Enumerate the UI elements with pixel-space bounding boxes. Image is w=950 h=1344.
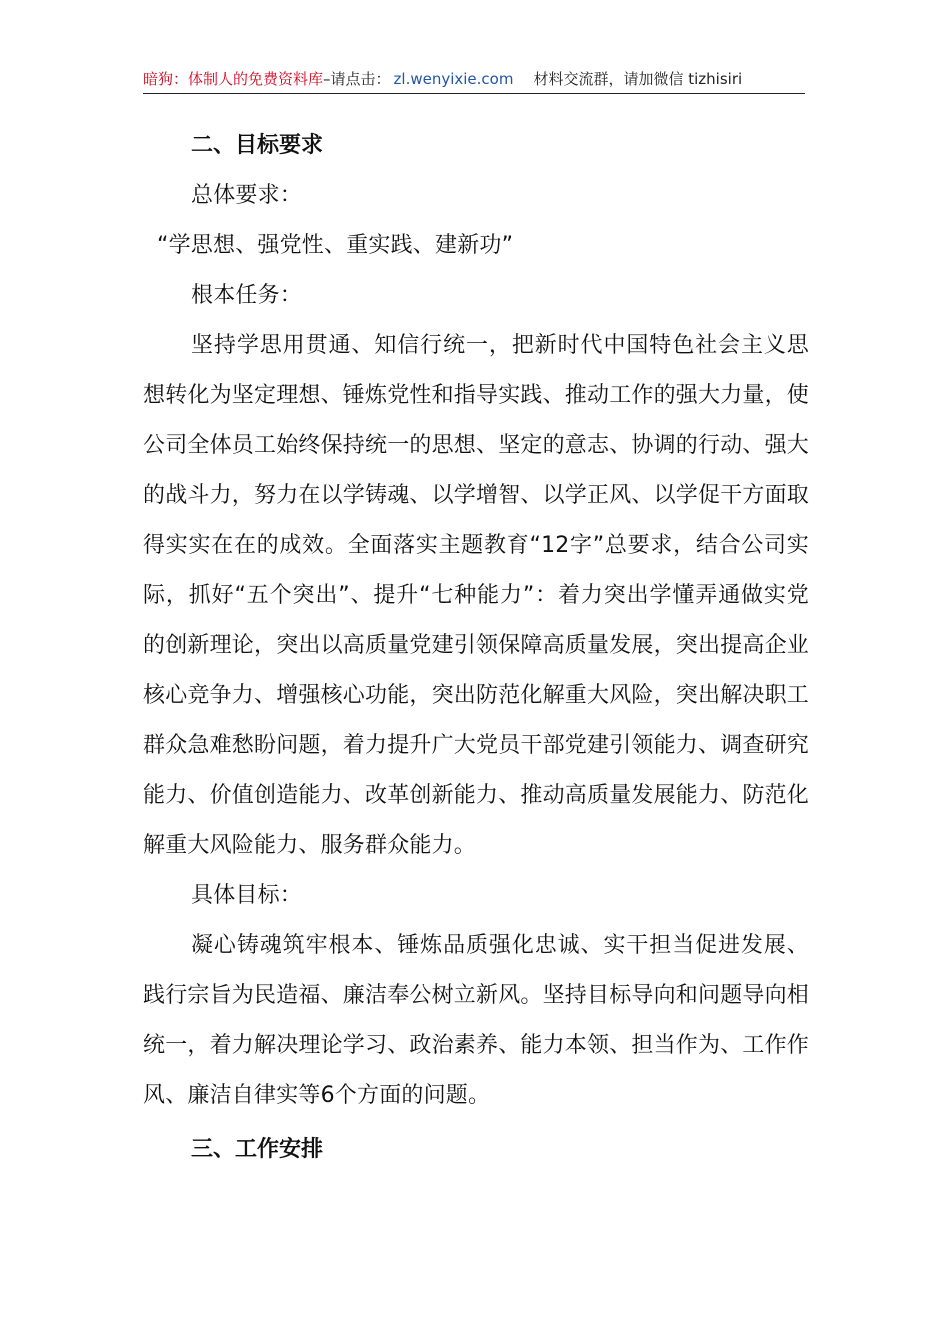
document-body (143, 121, 809, 1175)
header-url-link[interactable]: zl.wenyixie.com (393, 70, 514, 88)
page-header (143, 68, 805, 94)
specific-goal-label: 具体目标： (191, 883, 303, 908)
specific-goal-text: 凝心铸魂筑牢根本、锤炼品质强化忠诚、实干担当促进发展、践行宗旨为民造福、廉洁奉公树立新风。坚持目标导向和问题导向相统一，着力解决理论学习、政治素养、能力本领、担当作为、工作作风、廉洁自律实等6个方面的问题。 (143, 933, 810, 1108)
fundamental-task-text: 坚持学思用贯通、知信行统一，把新时代中国特色社会主义思想转化为坚定理想、锤炼党性和指导实践、推动工作的强大力量，使公司全体员工始终保持统一的思想、坚定的意志、协调的行动、强大的战斗力，努力在以学铸魂、以学增智、以学正风、以学促干方面取得实实在在的成效。全面落实主题教育“12字”总要求，结合公司实际，抓好“五个突出”、提升“七种能力”：着力突出学懂弄通做实党的创新理论，突出以高质量党建引领保障高质量发展，突出提高企业核心竞争力、增强核心功能，突出防范化解重大风险，突出解决职工群众急难愁盼问题，着力提升广大党员干部党建引领能力、调查研究能力、价值创造能力、改革创新能力、推动高质量发展能力、防范化解重大风险能力、服务群众能力。 (143, 333, 810, 858)
header-group-info: 材料交流群，请加微信 tizhisiri (533, 70, 743, 88)
overall-requirement-text: “学思想、强党性、重实践、建新功” (157, 233, 514, 258)
overall-requirement-label: 总体要求： (191, 183, 303, 208)
fundamental-task-label: 根本任务： (191, 283, 303, 308)
section-3-title: 三、工作安排 (191, 1137, 324, 1162)
header-click-prompt: –请点击： (323, 70, 391, 88)
header-brand: 暗狗：体制人的免费资料库 (143, 70, 324, 88)
section-2-title: 二、目标要求 (191, 133, 324, 158)
